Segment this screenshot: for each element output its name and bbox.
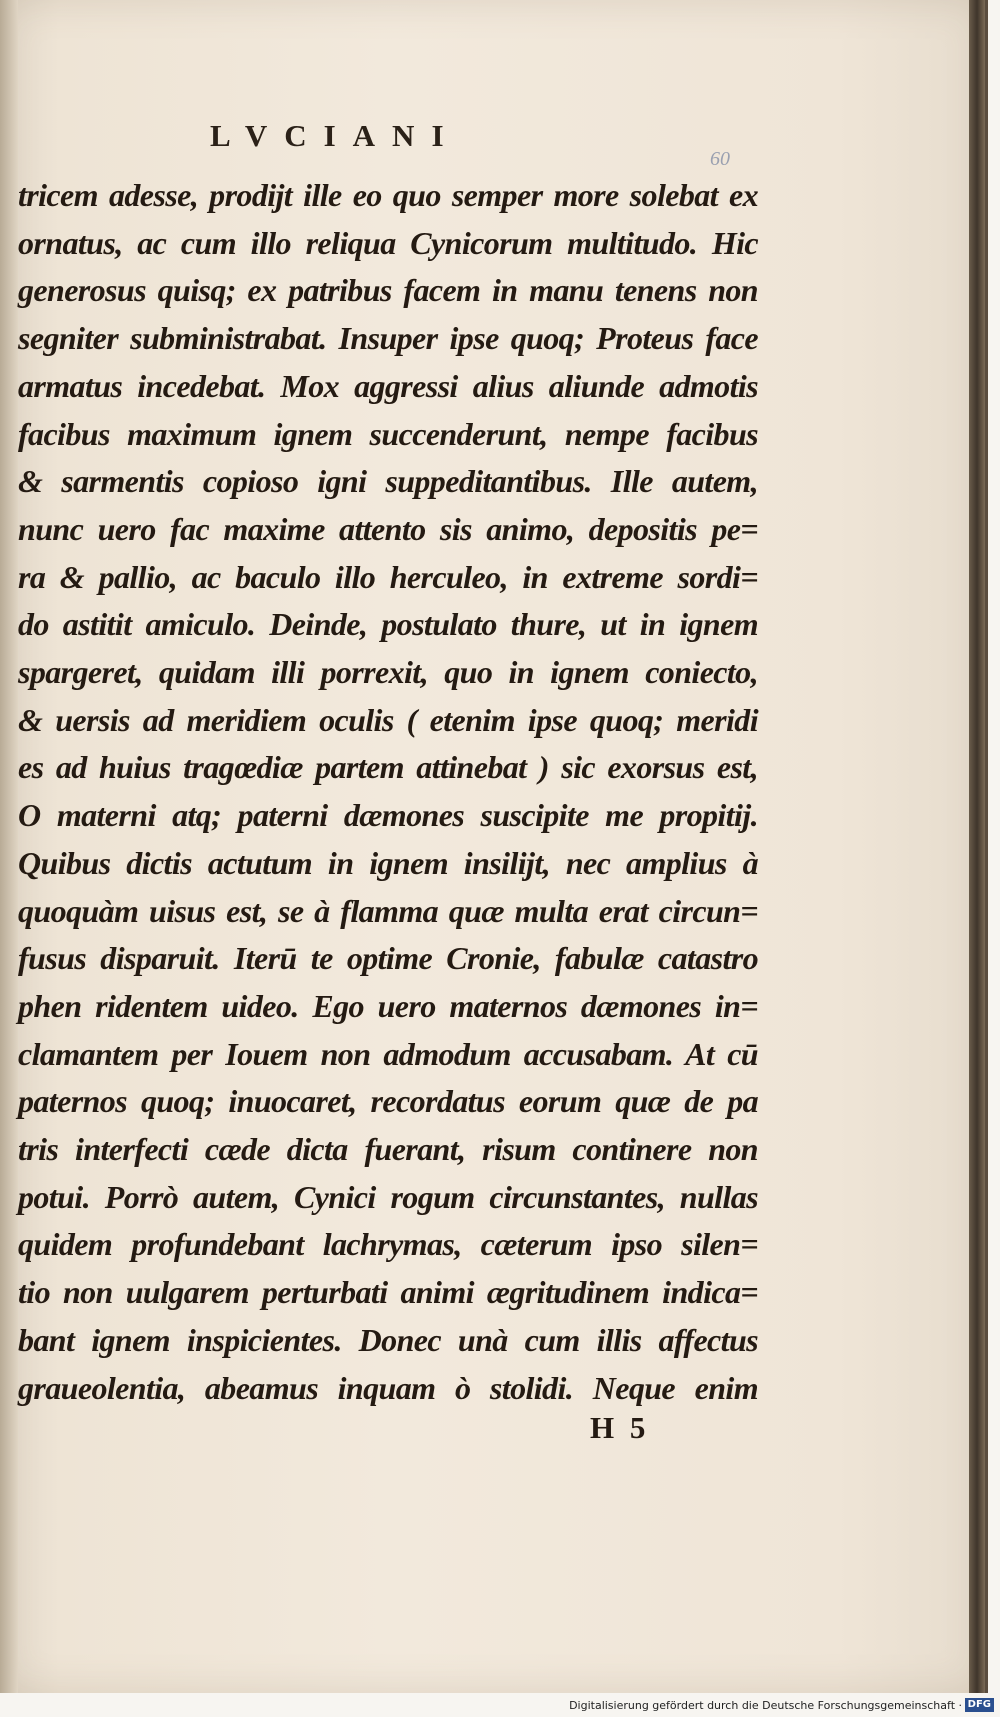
text-line: fusus disparuit. Iterū te optime Cronie, fabulæ catastro (18, 940, 758, 977)
text-line: clamantem per Iouem non admodum accusabam. At cū (18, 1035, 758, 1072)
text-line: nunc uero fac maxime attento sis animo, depositis pe= (18, 510, 758, 547)
dfg-logo: DFG (965, 1698, 994, 1712)
text-line: paternos quoq; inuocaret, recordatus eorum quæ de pa (18, 1083, 758, 1120)
text-line: es ad huius tragœdiæ partem attinebat ) sic exorsus est, (18, 749, 758, 786)
text-line: tricem adesse, prodijt ille eo quo semper more solebat ex (18, 177, 758, 213)
text-line: quoquàm uisus est, se à flamma quæ multa erat circun= (18, 892, 758, 929)
text-line: spargeret, quidam illi porrexit, quo in ignem coniecto, (18, 654, 758, 691)
folio-note: 60 (710, 148, 730, 170)
text-line: Quibus dictis actutum in ignem insilijt, nec amplius à (18, 844, 758, 881)
book-edge (969, 0, 985, 1693)
text-line: do astitit amiculo. Deinde, postulato thure, ut in ignem (18, 606, 758, 643)
text-line: potui. Porrò autem, Cynici rogum circunstantes, nullas (18, 1178, 758, 1215)
digitization-credit: Digitalisierung gefördert durch die Deutsche Forschungsgemeinschaft · (569, 1699, 962, 1712)
signature-mark: H 5 (590, 1410, 650, 1445)
text-line: generosus quisq; ex patribus facem in manu tenens non (18, 272, 758, 309)
page-gutter (0, 0, 18, 1693)
text-line: & uersis ad meridiem oculis ( etenim ipse quoq; meridi (18, 701, 758, 738)
text-line: tio non uulgarem perturbati animi ægritudinem indica= (18, 1274, 758, 1311)
text-line: bant ignem inspicientes. Donec unà cum illis affectus (18, 1321, 758, 1358)
text-line: armatus incedebat. Mox aggressi alius aliunde admotis (18, 367, 758, 404)
text-line: O materni atq; paterni dæmones suscipite me propitij. (18, 797, 758, 834)
text-line: facibus maximum ignem succenderunt, nempe facibus (18, 415, 758, 452)
text-line: quidem profundebant lachrymas, cæterum ipso silen= (18, 1226, 758, 1263)
running-head: LVCIANI (210, 118, 461, 153)
text-line: & sarmentis copioso igni suppeditantibus. Ille autem, (18, 463, 758, 500)
text-line: graueolentia, abeamus inquam ò stolidi. Neque enim (18, 1369, 758, 1406)
text-line: tris interfecti cæde dicta fuerant, risum continere non (18, 1131, 758, 1168)
text-line: segniter subministrabat. Insuper ipse quoq; Proteus face (18, 320, 758, 357)
text-line: phen ridentem uideo. Ego uero maternos dæmones in= (18, 987, 758, 1024)
text-line: ra & pallio, ac baculo illo herculeo, in extreme sordi= (18, 558, 758, 595)
text-line: ornatus, ac cum illo reliqua Cynicorum multitudo. Hic (18, 224, 758, 261)
body-text (18, 172, 758, 1412)
